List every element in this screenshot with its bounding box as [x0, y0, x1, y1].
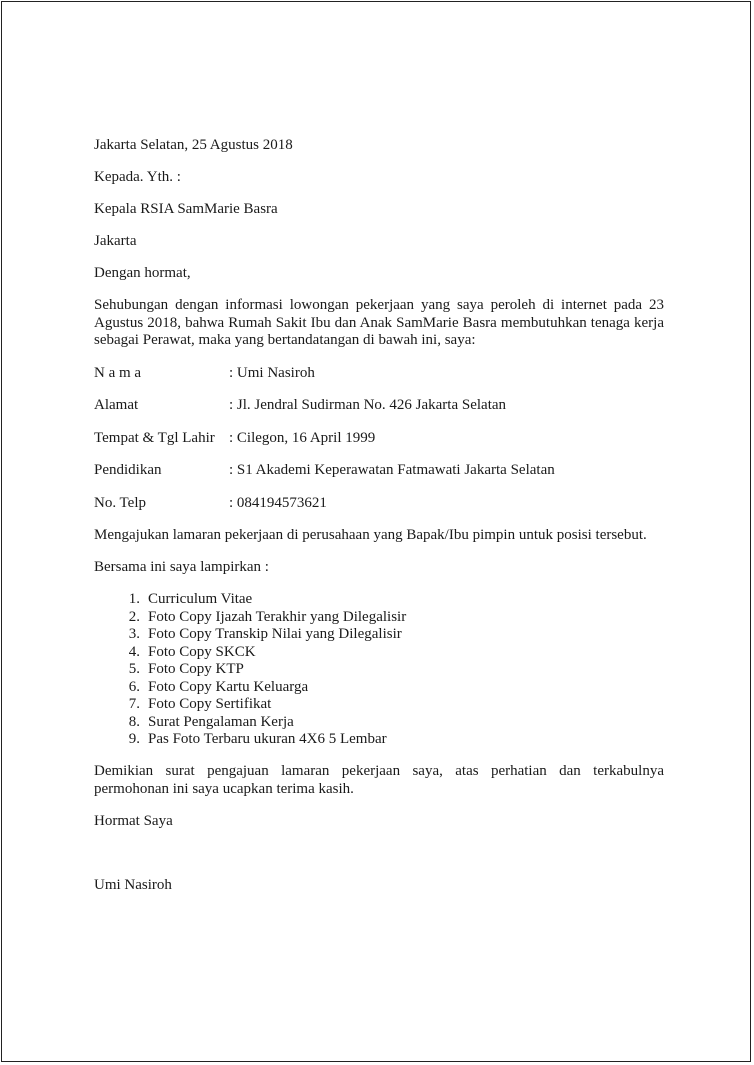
- identity-value: : S1 Akademi Keperawatan Fatmawati Jakarta Selatan: [229, 462, 555, 478]
- identity-label: N a m a: [94, 364, 142, 381]
- greeting: Dengan hormat,: [94, 265, 191, 281]
- identity-row-address: [94, 397, 664, 415]
- signature-space: [94, 830, 664, 877]
- list-item-text: Foto Copy Sertifikat: [148, 696, 272, 712]
- list-item-number: 2.: [128, 608, 140, 625]
- list-item: [94, 644, 664, 662]
- list-item: [94, 679, 664, 697]
- list-item-number: 1.: [128, 591, 140, 607]
- identity-value: : Cilegon, 16 April 1999: [229, 429, 376, 446]
- to-label: Kepada. Yth. :: [94, 169, 181, 185]
- list-item: [94, 626, 664, 644]
- attachments-intro: Bersama ini saya lampirkan :: [94, 558, 269, 575]
- list-item-number: 5.: [128, 661, 140, 677]
- identity-label: Pendidikan: [94, 462, 162, 478]
- list-item-text: Pas Foto Terbaru ukuran 4X6 5 Lembar: [148, 731, 387, 747]
- list-item-number: 7.: [128, 696, 140, 712]
- list-item-text: Surat Pengalaman Kerja: [148, 713, 294, 730]
- list-item-text: Foto Copy Kartu Keluarga: [148, 678, 309, 695]
- letter-body: [94, 137, 664, 895]
- identity-row-birth: [94, 430, 664, 448]
- identity-label: Tempat & Tgl Lahir: [94, 429, 215, 446]
- list-item-number: 4.: [128, 643, 140, 660]
- list-item-text: Foto Copy Transkip Nilai yang Dilegalisir: [148, 626, 402, 642]
- letter-page: [1, 1, 751, 1062]
- identity-label: No. Telp: [94, 494, 147, 511]
- identity-block: [94, 365, 664, 513]
- application-paragraph: Mengajukan lamaran pekerjaan di perusahaan yang Bapak/Ibu pimpin untuk posisi tersebut.: [94, 526, 647, 543]
- identity-row-name: [94, 365, 664, 383]
- identity-value: : Jl. Jendral Sudirman No. 426 Jakarta Selatan: [229, 397, 507, 413]
- list-item-number: 9.: [128, 731, 140, 747]
- list-item-text: Foto Copy SKCK: [148, 643, 256, 660]
- list-item-text: Curriculum Vitae: [148, 591, 253, 607]
- list-item: [94, 609, 664, 627]
- list-item-text: Foto Copy KTP: [148, 661, 244, 677]
- identity-value: : Umi Nasiroh: [229, 364, 315, 381]
- intro-paragraph: Sehubungan dengan informasi lowongan pekerjaan yang saya peroleh di internet pada 23 Agustus 2018, bahwa Rumah Sakit Ibu dan Anak SamMarie Basra membutuhkan tenaga kerja sebagai Perawat, maka yang bertandatangan di bawah ini, saya:: [94, 297, 664, 348]
- recipient-city: Jakarta: [94, 233, 137, 249]
- list-item-number: 6.: [128, 678, 140, 695]
- signature-name: Umi Nasiroh: [94, 877, 172, 893]
- attachments-list: [94, 591, 664, 749]
- identity-label: Alamat: [94, 397, 139, 413]
- list-item: [94, 731, 664, 749]
- list-item: [94, 661, 664, 679]
- identity-row-phone: [94, 495, 664, 513]
- list-item: [94, 591, 664, 609]
- list-item: [94, 696, 664, 714]
- list-item-text: Foto Copy Ijazah Terakhir yang Dilegalisir: [148, 608, 407, 625]
- closing-paragraph: Demikian surat pengajuan lamaran pekerjaan saya, atas perhatian dan terkabulnya permohonan ini saya ucapkan terima kasih.: [94, 763, 664, 797]
- list-item-number: 8.: [128, 713, 140, 730]
- identity-row-education: [94, 462, 664, 480]
- list-item: [94, 714, 664, 732]
- place-date: Jakarta Selatan, 25 Agustus 2018: [94, 137, 293, 153]
- regards: Hormat Saya: [94, 812, 173, 829]
- list-item-number: 3.: [128, 626, 140, 642]
- recipient: Kepala RSIA SamMarie Basra: [94, 201, 278, 217]
- identity-value: : 084194573621: [229, 494, 327, 511]
